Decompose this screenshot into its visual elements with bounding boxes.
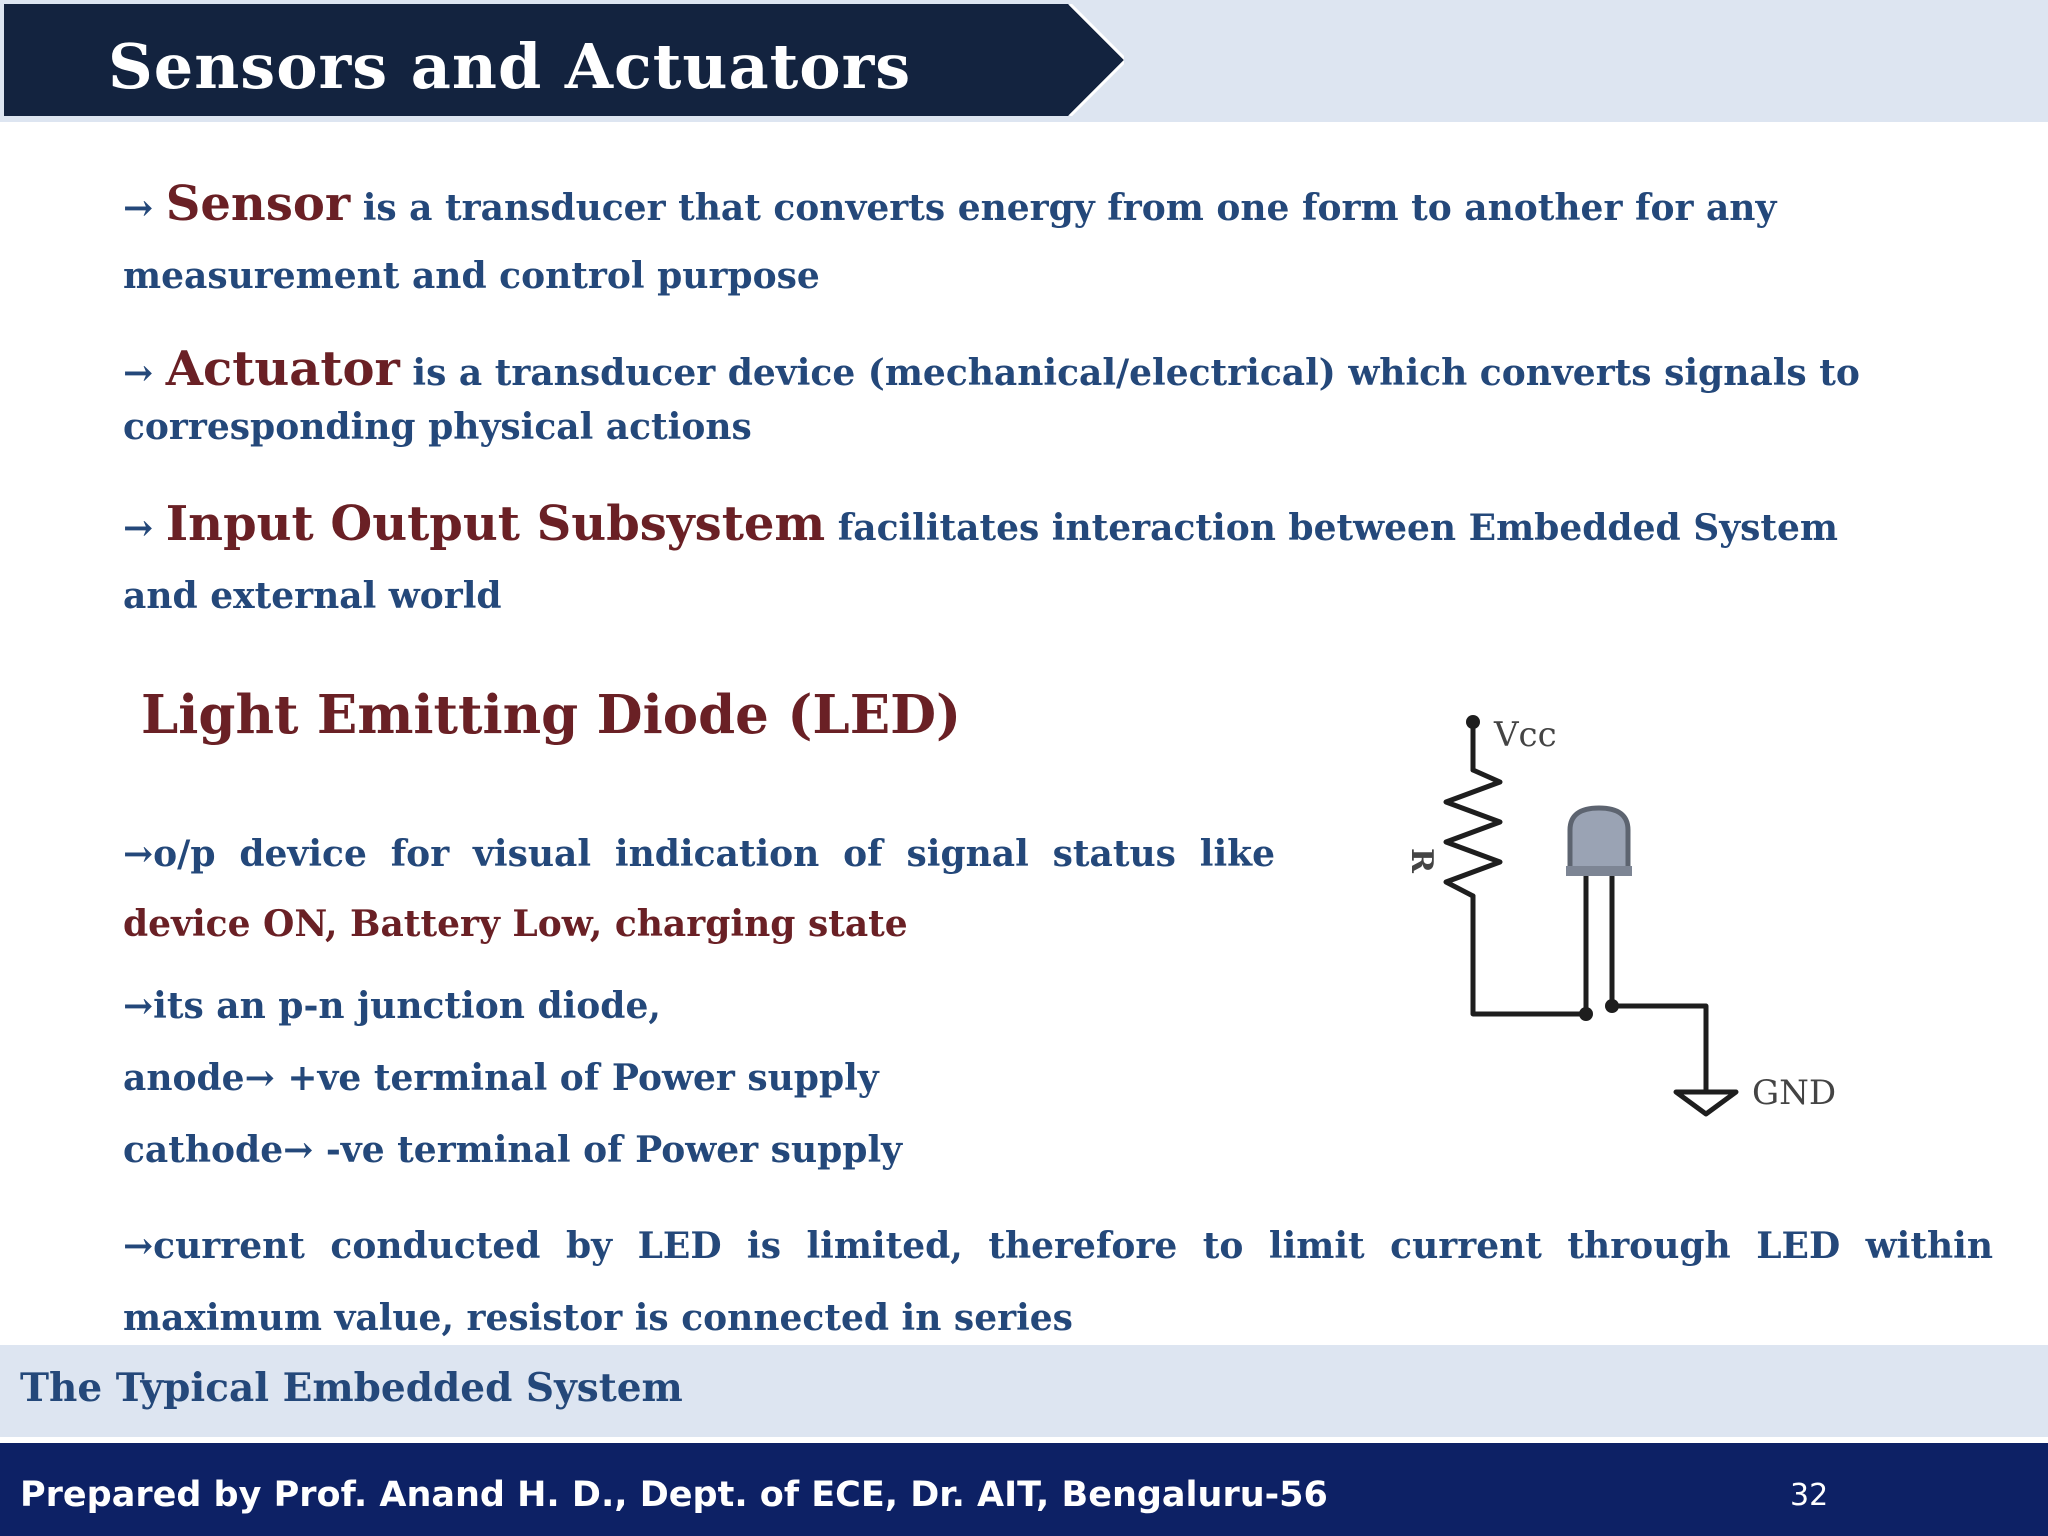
- arrow-icon: →: [123, 507, 154, 549]
- arrow-icon: →: [283, 1129, 314, 1171]
- led-bulb-icon: [1570, 808, 1628, 870]
- resistor-symbol: [1446, 770, 1500, 896]
- led-point-1: [123, 824, 1275, 884]
- definition-io-line2: and external world: [123, 575, 502, 617]
- led-cathode-to-gnd-wire: [1612, 872, 1706, 1092]
- gnd-label: GND: [1752, 1073, 1837, 1113]
- arrow-icon: →: [123, 985, 154, 1027]
- led-point3-line1: current conducted by LED is limited, therefore to limit current through LED within: [153, 1225, 1993, 1267]
- arrow-icon: →: [244, 1057, 275, 1099]
- led-heading: Light Emitting Diode (LED): [141, 684, 962, 746]
- arrow-icon: →: [123, 833, 154, 875]
- definition-sensor-line1: is a transducer that converts energy from one form to another for any: [362, 187, 1777, 229]
- arrow-icon: →: [123, 352, 154, 394]
- arrow-icon: →: [123, 1225, 154, 1267]
- led-point1-line1: o/p device for visual indication of signal status like: [153, 833, 1275, 875]
- term-io-subsystem: Input Output Subsystem: [165, 496, 826, 552]
- page-number: 32: [1790, 1478, 1829, 1513]
- junction-dot: [1605, 999, 1619, 1013]
- definition-sensor-line2: measurement and control purpose: [123, 255, 820, 297]
- led-point1-line2: device ON, Battery Low, charging state: [123, 903, 908, 945]
- led-base-rim: [1566, 866, 1632, 876]
- definition-sensor: [123, 168, 2003, 312]
- definition-io-subsystem: [123, 488, 2003, 632]
- led-circuit-diagram: [1360, 700, 1880, 1140]
- definition-actuator: [123, 334, 2003, 450]
- gnd-symbol: [1676, 1092, 1736, 1114]
- footer-section-title: The Typical Embedded System: [20, 1365, 683, 1411]
- cathode-label: cathode: [123, 1129, 284, 1171]
- anode-text: +ve terminal of Power supply: [287, 1057, 879, 1099]
- definition-actuator-line2: corresponding physical actions: [123, 406, 752, 448]
- arrow-icon: →: [123, 187, 154, 229]
- resistor-to-led-wire: [1473, 896, 1586, 1014]
- vcc-terminal-dot: [1466, 715, 1480, 729]
- page-title: Sensors and Actuators: [108, 30, 912, 103]
- term-actuator: Actuator: [165, 341, 400, 397]
- title-bar: [4, 4, 1124, 116]
- anode-label: anode: [123, 1057, 245, 1099]
- definition-actuator-line1: is a transducer device (mechanical/electrical) which converts signals to: [412, 352, 1860, 394]
- cathode-text: -ve terminal of Power supply: [325, 1129, 903, 1171]
- footer-credit: Prepared by Prof. Anand H. D., Dept. of ECE, Dr. AIT, Bengaluru-56: [20, 1475, 1328, 1515]
- led-point2-text: its an p-n junction diode,: [153, 985, 661, 1027]
- junction-dot: [1579, 1007, 1593, 1021]
- resistor-label: R: [1404, 848, 1439, 873]
- definition-io-line1: facilitates interaction between Embedded System: [837, 507, 1838, 549]
- vcc-label: Vcc: [1494, 715, 1557, 755]
- led-point-3: [123, 1216, 1993, 1276]
- led-point3-line2: maximum value, resistor is connected in series: [123, 1297, 1073, 1339]
- term-sensor: Sensor: [165, 176, 351, 232]
